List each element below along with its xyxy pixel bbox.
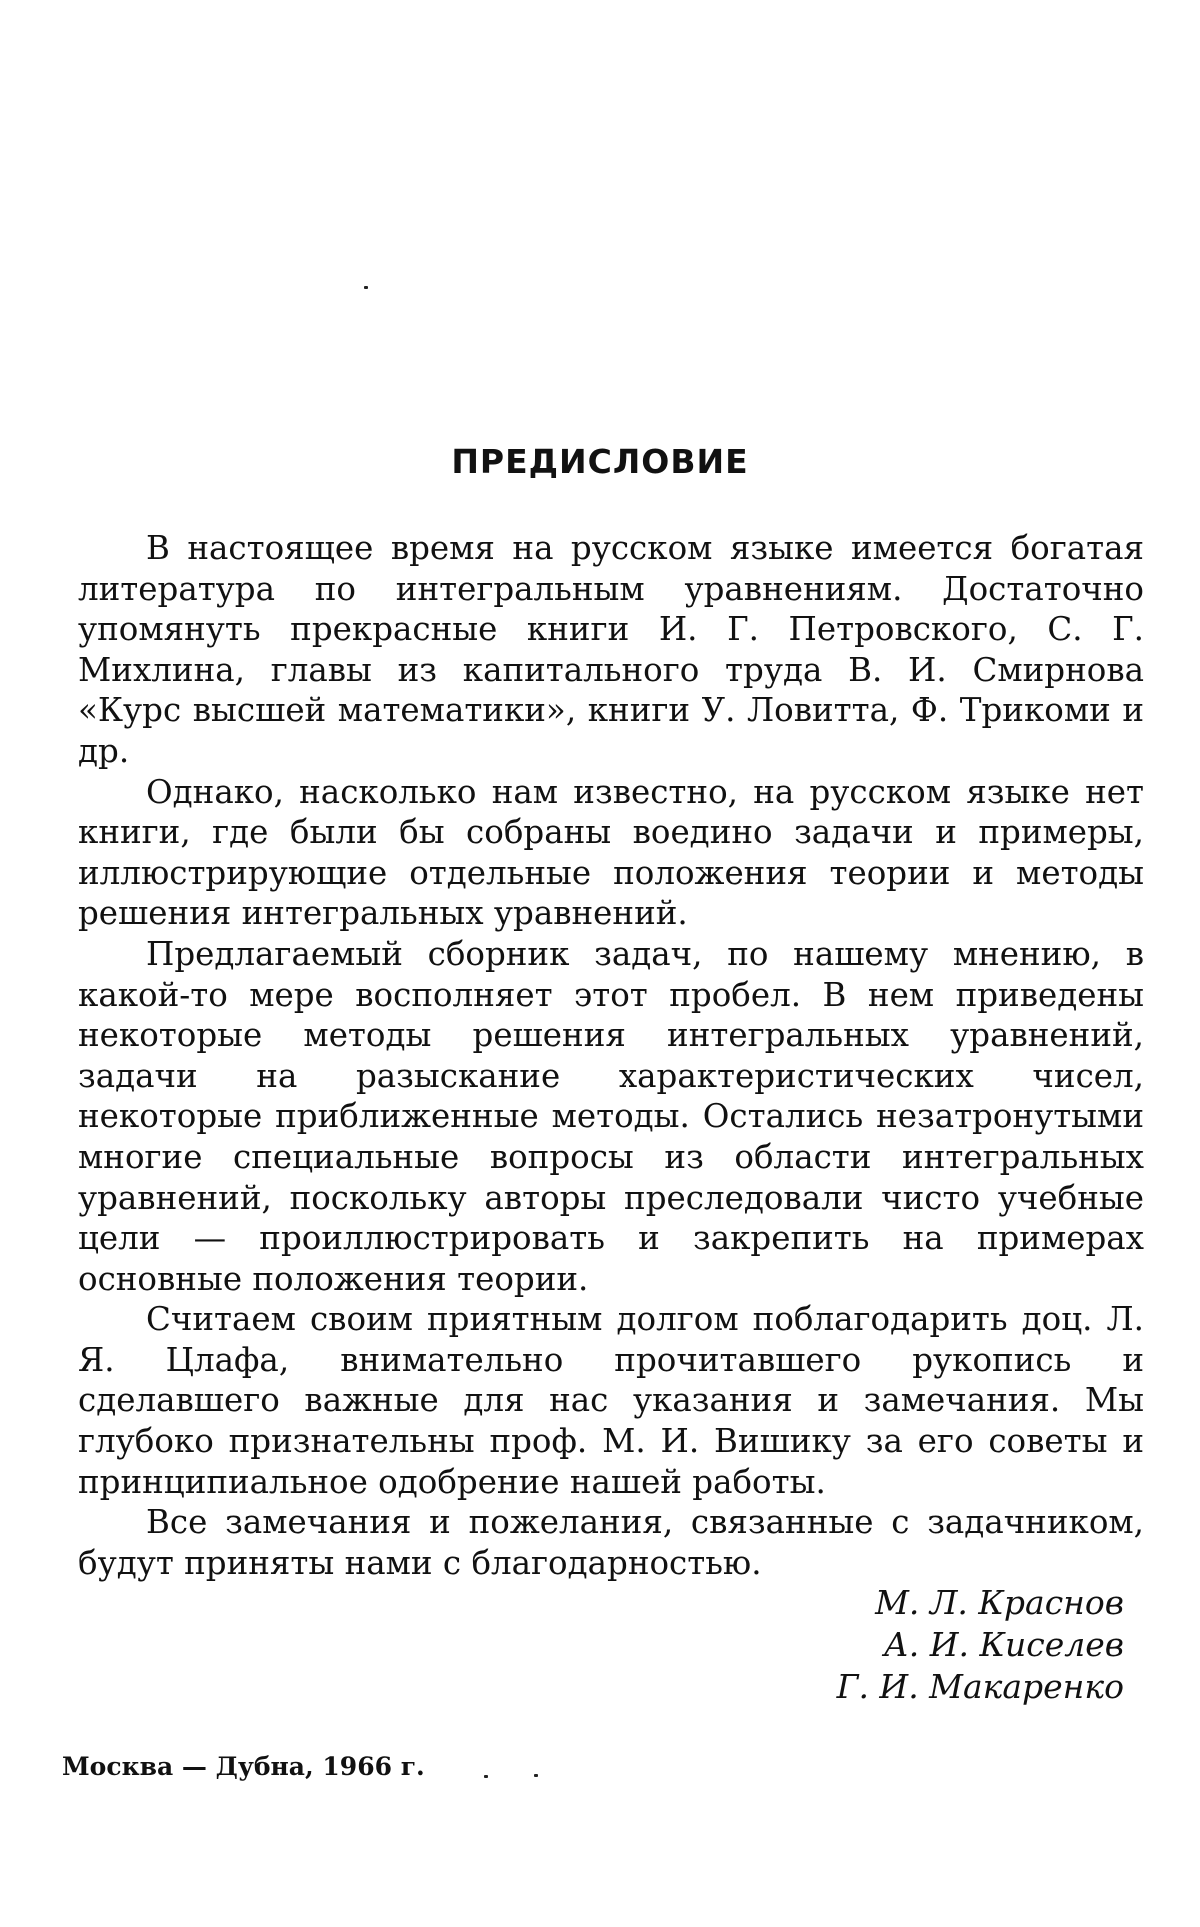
place-and-date: Москва — Дубна, 1966 г. bbox=[62, 1752, 425, 1781]
preface-body bbox=[78, 528, 1144, 1583]
author-name: М. Л. Краснов bbox=[875, 1583, 1124, 1622]
print-speck bbox=[534, 1774, 538, 1777]
paragraph: В настоящее время на русском языке имеется богатая литература по интегральным уравнениям. Достаточно упомянуть прекрасные книги И. Г. Петровского, С. Г. Михлина, главы из капитального труда В. И. Смирнова «Курс высшей математики», книги У. Ловитта, Ф. Трикоми и др. bbox=[78, 529, 1144, 770]
author-name: Г. И. Макаренко bbox=[836, 1667, 1124, 1706]
paragraph: Однако, насколько нам известно, на русском языке нет книги, где были бы собраны воедино задачи и примеры, иллюстрирующие отдельные положения теории и методы решения интегральных уравнений. bbox=[78, 772, 1144, 933]
paragraph: Все замечания и пожелания, связанные с задачником, будут приняты нами с благодарностью. bbox=[78, 1503, 1144, 1582]
author-name: А. И. Киселев bbox=[883, 1625, 1124, 1664]
print-speck bbox=[484, 1775, 488, 1778]
paragraph: Считаем своим приятным долгом поблагодарить доц. Л. Я. Цлафа, внимательно прочитавшего рукопись и сделавшего важные для нас указания и замечания. Мы глубоко признательны проф. М. И. Вишику за его советы и принципиальное одобрение нашей работы. bbox=[78, 1300, 1144, 1501]
print-speck bbox=[364, 286, 368, 289]
author-signatures bbox=[837, 1582, 1124, 1708]
page-title: ПРЕДИСЛОВИЕ bbox=[451, 442, 749, 481]
paragraph: Предлагаемый сборник задач, по нашему мнению, в какой-то мере восполняет этот пробел. В нем приведены некоторые методы решения интегральных уравнений, задачи на разыскание характеристических чисел, некоторые приближенные методы. Остались незатронутыми многие специальные вопросы из области интегральных уравнений, поскольку авторы преследовали чисто учебные цели — проиллюстрировать и закрепить на примерах основные положения теории. bbox=[78, 934, 1144, 1298]
